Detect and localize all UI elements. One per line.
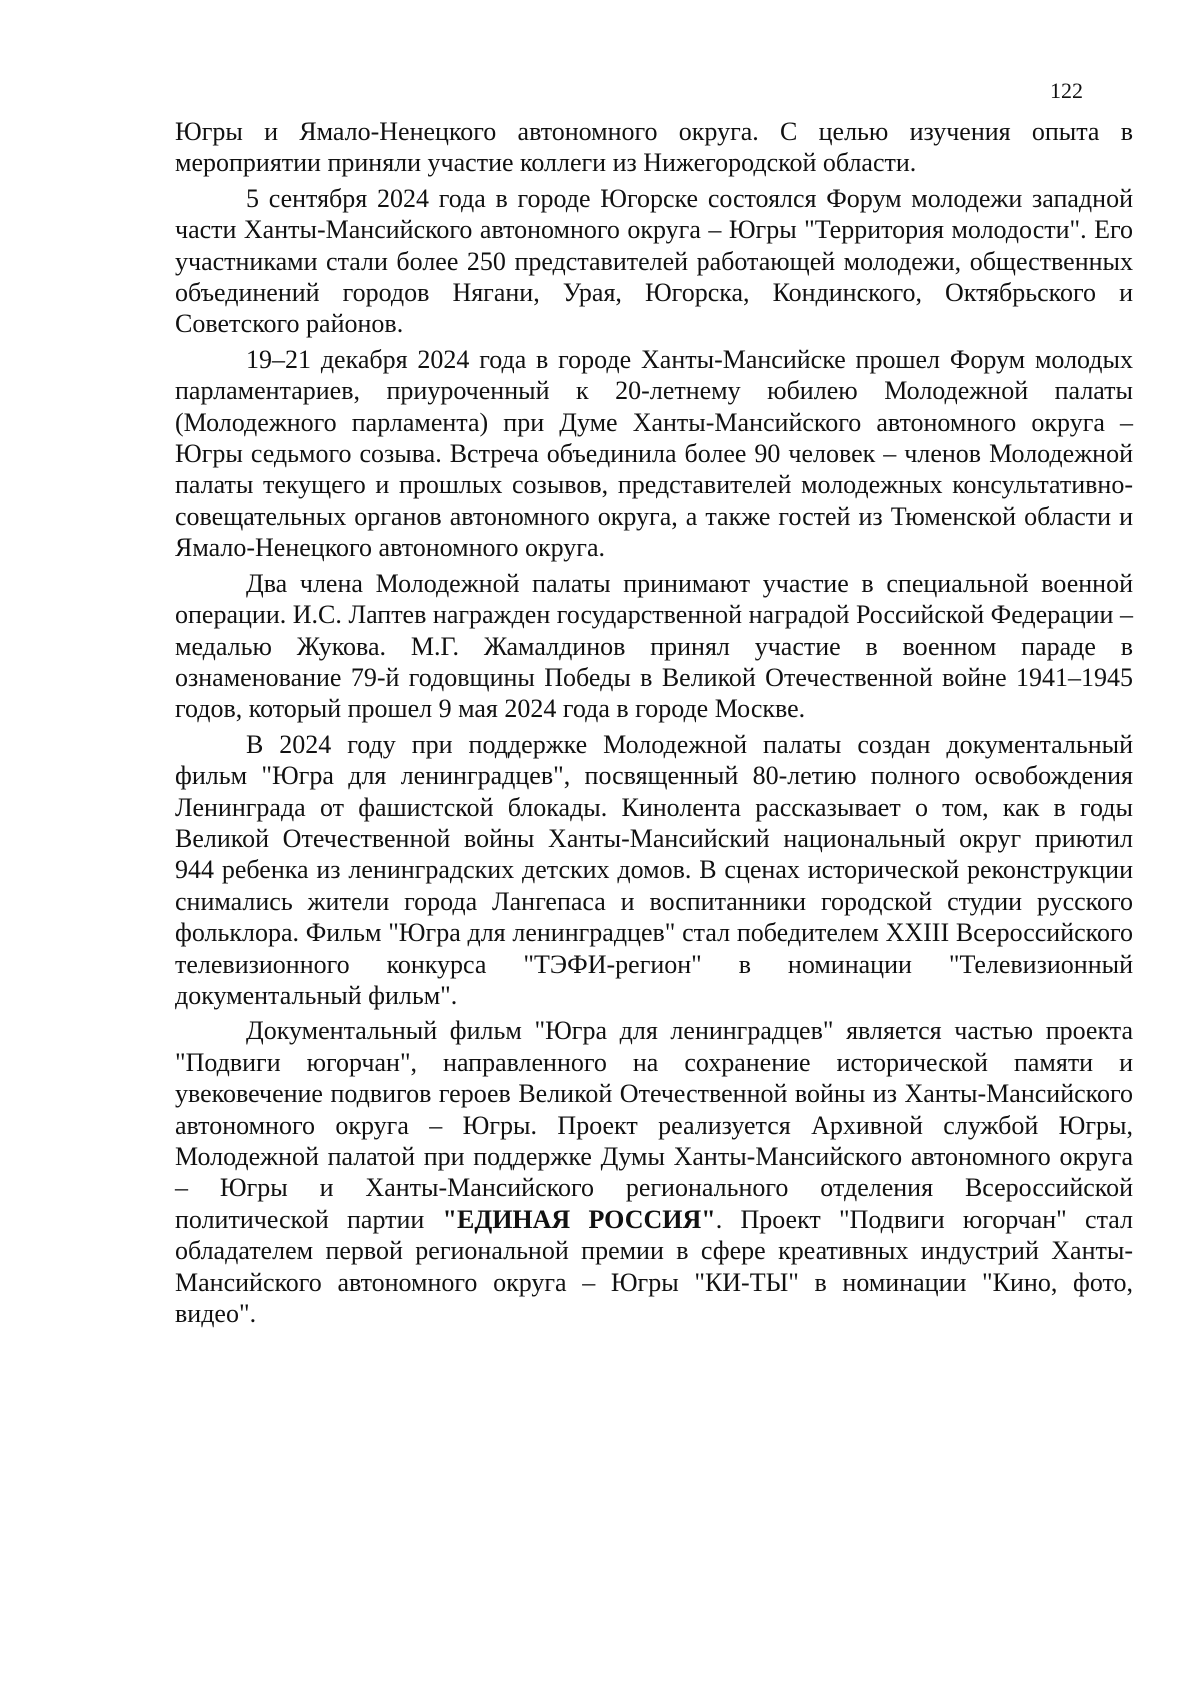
paragraph-heroes-project [175, 1015, 1133, 1329]
paragraph-parliamentarians-forum: 19–21 декабря 2024 года в городе Ханты-Мансийске прошел Форум молодых парламентариев, приуроченный к 20-летнему юбилею Молодежной палаты (Молодежного парламента) при Думе Ханты-Мансийского автономного округа – Югры седьмого созыва. Встреча объединила более 90 человек – членов Молодежной палаты текущего и прошлых созывов, представителей молодежных консультативно-совещательных органов автономного округа, а также гостей из Тюменской области и Ямало-Ненецкого автономного округа. [175, 344, 1133, 563]
paragraph-continuation: Югры и Ямало-Ненецкого автономного округа. С целью изучения опыта в мероприятии приняли участие коллеги из Нижегородской области. [175, 117, 1133, 178]
page-number: 122 [1050, 78, 1083, 103]
document-body [175, 116, 1133, 1329]
paragraph-text-after: . Проект "Подвиги югорчан" стал обладателем первой региональной премии в сфере креативных индустрий Ханты-Мансийского автономного округа – Югры "КИ-ТЫ" в номинации "Кино, фото, видео". [175, 1204, 1133, 1329]
paragraph-youth-forum: 5 сентября 2024 года в городе Югорске состоялся Форум молодежи западной части Ханты-Мансийского автономного округа – Югры "Территория молодости". Его участниками стали более 250 представителей работающей молодежи, общественных объединений городов Нягани, Урая, Югорска, Кондинского, Октябрьского и Советского районов. [175, 183, 1133, 339]
paragraph-text-before: Документальный фильм "Югра для ленинградцев" является частью проекта "Подвиги югорчан", направленного на сохранение исторической памяти и увековечение подвигов героев Великой Отечественной войны из Ханты-Мансийского автономного округа – Югры. Проект реализуется Архивной службой Югры, Молодежной палатой при поддержке Думы Ханты-Мансийского автономного округа – Югры и Ханты-Мансийского регионального отделения Всероссийской политической партии [175, 1016, 1133, 1234]
paragraph-documentary-film: В 2024 году при поддержке Молодежной палаты создан документальный фильм "Югра для ленинградцев", посвященный 80-летию полного освобождения Ленинграда от фашистской блокады. Кинолента рассказывает о том, как в годы Великой Отечественной войны Ханты-Мансийский национальный округ приютил 944 ребенка из ленинградских детских домов. В сценах исторической реконструкции снимались жители города Лангепаса и воспитанники городской студии русского фольклора. Фильм "Югра для ленинградцев" стал победителем XXIII Всероссийского телевизионного конкурса "ТЭФИ-регион" в номинации "Телевизионный документальный фильм". [175, 729, 1133, 1010]
party-name-bold: "ЕДИНАЯ РОССИЯ" [442, 1204, 716, 1234]
paragraph-military-operation: Два члена Молодежной палаты принимают участие в специальной военной операции. И.С. Лаптев награжден государственной наградой Российской Федерации – медалью Жукова. М.Г. Жамалдинов принял участие в военном параде в ознаменование 79-й годовщины Победы в Великой Отечественной войне 1941–1945 годов, который прошел 9 мая 2024 года в городе Москве. [175, 568, 1133, 724]
